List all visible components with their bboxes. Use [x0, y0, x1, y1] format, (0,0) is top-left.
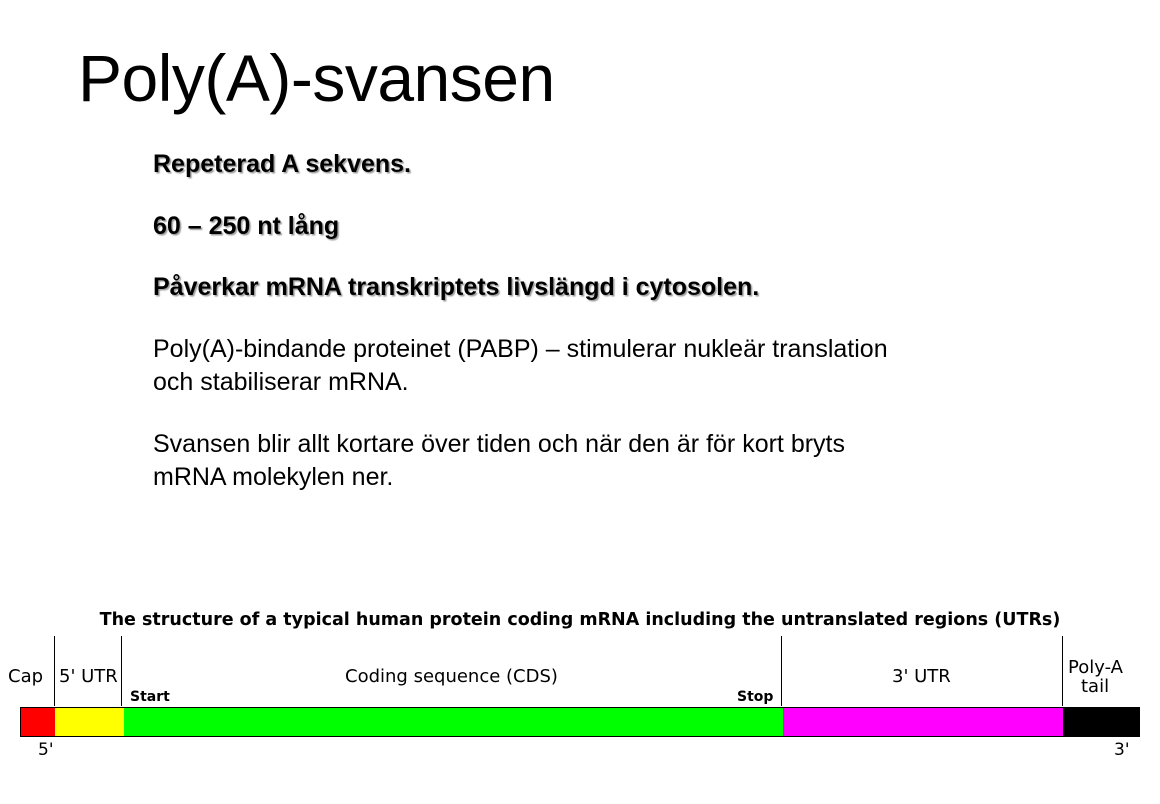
label-stop-codon: Stop: [737, 689, 774, 705]
page-title: Poly(A)-svansen: [78, 41, 555, 115]
body-paragraph-4-line-2: och stabiliserar mRNA.: [153, 368, 409, 396]
spacer: [153, 243, 1053, 271]
label-cds: Coding sequence (CDS): [345, 666, 558, 687]
body-paragraph-4-line-1: Poly(A)-bindande proteinet (PABP) – stimulerar nukleär translation: [153, 334, 888, 363]
mrna-structure-figure: [0, 600, 1160, 804]
label-5utr: 5' UTR: [59, 666, 118, 687]
figure-divider-utr5-cds: [121, 636, 122, 706]
label-cap: Cap: [8, 666, 44, 687]
spacer: [153, 400, 1053, 428]
bar-segment-cds: [124, 708, 784, 736]
body-paragraph-2: 60 – 250 nt lång: [153, 211, 340, 240]
figure-caption: The structure of a typical human protein coding mRNA including the untranslated regions (UTRs): [99, 610, 1061, 630]
figure-divider-cds-utr3: [781, 636, 782, 706]
label-3utr: 3' UTR: [892, 666, 951, 687]
label-polya-line1: Poly-A: [1068, 657, 1123, 678]
figure-divider-cap-utr5: [54, 636, 55, 706]
body-paragraph-1: Repeterad A sekvens.: [153, 150, 411, 178]
bar-segment-3utr: [783, 708, 1063, 736]
body-paragraph-3: Påverkar mRNA transkriptets livslängd i cytosolen.: [153, 273, 760, 301]
mrna-bar: [20, 707, 1140, 737]
label-five-prime-end: 5': [38, 740, 54, 760]
bar-segment-polya: [1063, 708, 1139, 736]
bar-segment-cap: [21, 708, 55, 736]
label-start-codon: Start: [130, 689, 170, 705]
spacer: [153, 182, 1053, 210]
body-paragraph-5-line-1: Svansen blir allt kortare över tiden och när den är för kort bryts: [153, 429, 845, 458]
label-polya-line2: tail: [1081, 676, 1110, 697]
label-three-prime-end: 3': [1114, 740, 1130, 760]
figure-divider-utr3-polya: [1062, 636, 1063, 706]
spacer: [153, 305, 1053, 333]
body-paragraph-5-line-2: mRNA molekylen ner.: [153, 463, 394, 491]
bar-segment-5utr: [55, 708, 124, 736]
slide-body: [153, 148, 1053, 495]
